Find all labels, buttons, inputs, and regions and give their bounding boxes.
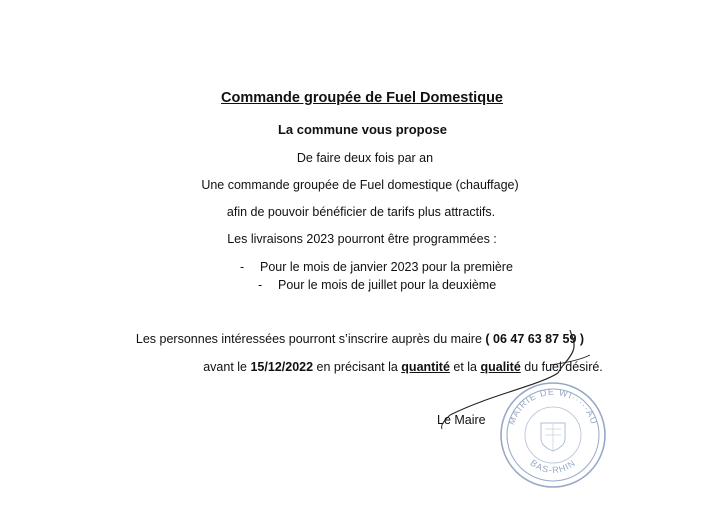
bullet-dash: -	[240, 260, 245, 274]
deadline-date: 15/12/2022	[250, 360, 314, 374]
deadline-mid-2: et la	[449, 360, 481, 374]
stamp-bottom-text: BAS-RHIN	[528, 457, 578, 476]
bullet-dash: -	[258, 278, 263, 292]
deadline-quality: qualité	[480, 360, 521, 374]
mairie-stamp-seal	[497, 379, 609, 491]
bullet-item-january	[240, 259, 513, 275]
document-title: Commande groupée de Fuel Domestique	[221, 90, 503, 106]
document-subtitle: La commune vous propose	[277, 122, 448, 137]
signature-label: Le Maire	[437, 413, 486, 427]
stamp-top-text: MAIRIE DE WI·····AU	[506, 386, 600, 427]
bullet-text: Pour le mois de juillet pour la deuxième	[278, 278, 497, 292]
body-line-2: Une commande groupée de Fuel domestique (chauffage)	[201, 178, 519, 192]
contact-text: Les personnes intéressées pourront s’inscrire auprès du maire	[135, 332, 486, 346]
contact-phone: ( 06 47 63 87 59 )	[485, 332, 585, 346]
deadline-suffix: du fuel désiré.	[520, 360, 603, 374]
body-line-4: Les livraisons 2023 pourront être programmées :	[227, 232, 497, 246]
bullet-text: Pour le mois de janvier 2023 pour la première	[260, 260, 513, 274]
deadline-prefix: avant le	[203, 360, 251, 374]
body-line-3: afin de pouvoir bénéficier de tarifs plus attractifs.	[226, 205, 496, 219]
svg-text:BAS-RHIN	[528, 458, 577, 476]
body-line-1: De faire deux fois par an	[296, 151, 434, 165]
deadline-mid-1: en précisant la	[313, 360, 402, 374]
svg-text:MAIRIE DE WI·····AU	[506, 387, 599, 426]
bullet-item-july	[258, 277, 496, 293]
deadline-quantity: quantité	[401, 360, 450, 374]
